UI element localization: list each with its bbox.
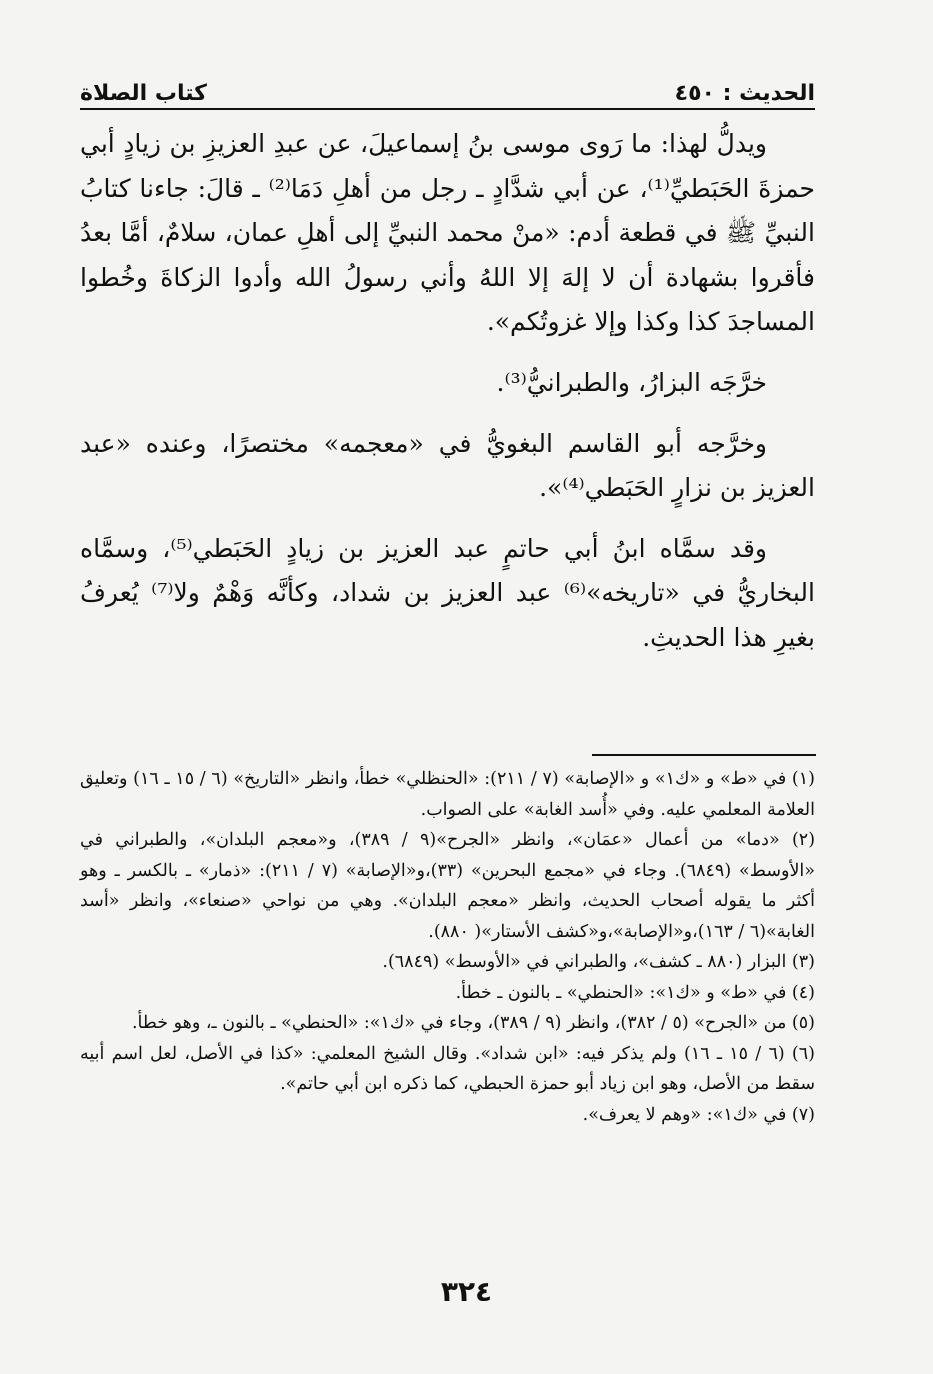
footnote-3: (٣) البزار (٨٨٠ ـ كشف»، والطبراني في «الأوسط» (٦٨٤٩). (382, 952, 815, 972)
hadith-reference: الحديث : ٤٥٠ (674, 81, 815, 106)
header-rule (80, 108, 815, 110)
paragraph-4: وقد سمَّاه ابنُ أبي حاتمٍ عبد العزيز بن زيادٍ الحَبَطي⁽⁵⁾، وسمَّاه البخاريُّ في «تاريخه»⁽⁶⁾ عبد العزيز بن شداد، وكأنَّه وَهْمٌ ولا⁽⁷⁾ يُعرفُ بغيرِ هذا الحديثِ. (80, 533, 815, 652)
paragraph-2: خرَّجَه البزارُ، والطبرانيُّ⁽³⁾. (496, 367, 767, 397)
footnote-6: (٦) (٦ / ١٥ ـ ١٦) ولم يذكر فيه: «ابن شداد». وقال الشيخ المعلمي: «كذا في الأصل، لعل اسم أبيه سقط من الأصل، وهو ابن زياد أبو حمزة الحبطي، كما ذكره ابن أبي حاتم». (80, 1043, 815, 1094)
paragraph-1: ويدلُّ لهذا: ما رَوى موسى بنُ إسماعيلَ، عن عبدِ العزيزِ بن زيادٍ أبي حمزةَ الحَبَطيِّ⁽¹⁾، عن أبي شدَّادٍ ـ رجل من أهلِ دَمَا⁽²⁾ ـ قالَ: جاءنا كتابُ النبيِّ ﷺ في قطعة أدم: «منْ محمد النبيِّ إلى أهلِ عمان، سلامٌ، أمَّا بعدُ فأقروا بشهادة أن لا إلهَ إلا اللهُ وأني رسولُ الله وأدوا الزكاةَ وخُطوا المساجدَ كذا وكذا وإلا غزوتُكم». (80, 129, 816, 337)
footnote-7: (٧) في «ك١»: «وهم لا يعرف». (582, 1104, 815, 1125)
footnote-1: (١) في «ط» و «ك١» و «الإصابة» (٧ / ٢١١): «الحنظلي» خطأ، وانظر «التاريخ» (٦ / ١٥ ـ ١٦) وتعليق العلامة المعلمي عليه. وفي «أُسد الغابة» على الصواب. (80, 769, 815, 820)
footnote-separator (592, 754, 816, 756)
footnote-2: (٢) «دما» من أعمال «عمَان»، وانظر «الجرح»(٩ / ٣٨٩)، و«معجم البلدان»، والطبراني في «الأوسط» (٦٨٤٩). وجاء في «مجمع البحرين» (٣٣)،و«الإصابة» (٧ / ٢١١): «ذمار» ـ بالكسر ـ وهو أكثر ما يقوله أصحاب الحديث، وانظر «معجم البلدان». وهي من نواحي «صنعاء»، وانظر «أسد الغابة»(٦ / ١٦٣)،و«الإصابة»،و«كشف الأستار»( ٨٨٠). (80, 830, 816, 942)
book-title: كتاب الصلاة (80, 81, 207, 106)
running-header (80, 70, 815, 106)
main-text (80, 122, 815, 661)
paragraph-3: وخرَّجه أبو القاسم البغويُّ في «معجمه» مختصرًا، وعنده «عبد العزيز بن نزارٍ الحَبَطي⁽⁴⁾». (80, 428, 815, 503)
footnotes (80, 764, 815, 1130)
footnote-4: (٤) في «ط» و «ك١»: «الحنطي» ـ بالنون ـ خطأ. (455, 982, 815, 1003)
page-number: ٣٢٤ (440, 1275, 493, 1308)
footnote-5: (٥) من «الجرح» (٥ / ٣٨٢)، وانظر (٩ / ٣٨٩)، وجاء في «ك١»: «الحنطي» ـ بالنون ـ، وهو خطأ. (131, 1013, 815, 1033)
